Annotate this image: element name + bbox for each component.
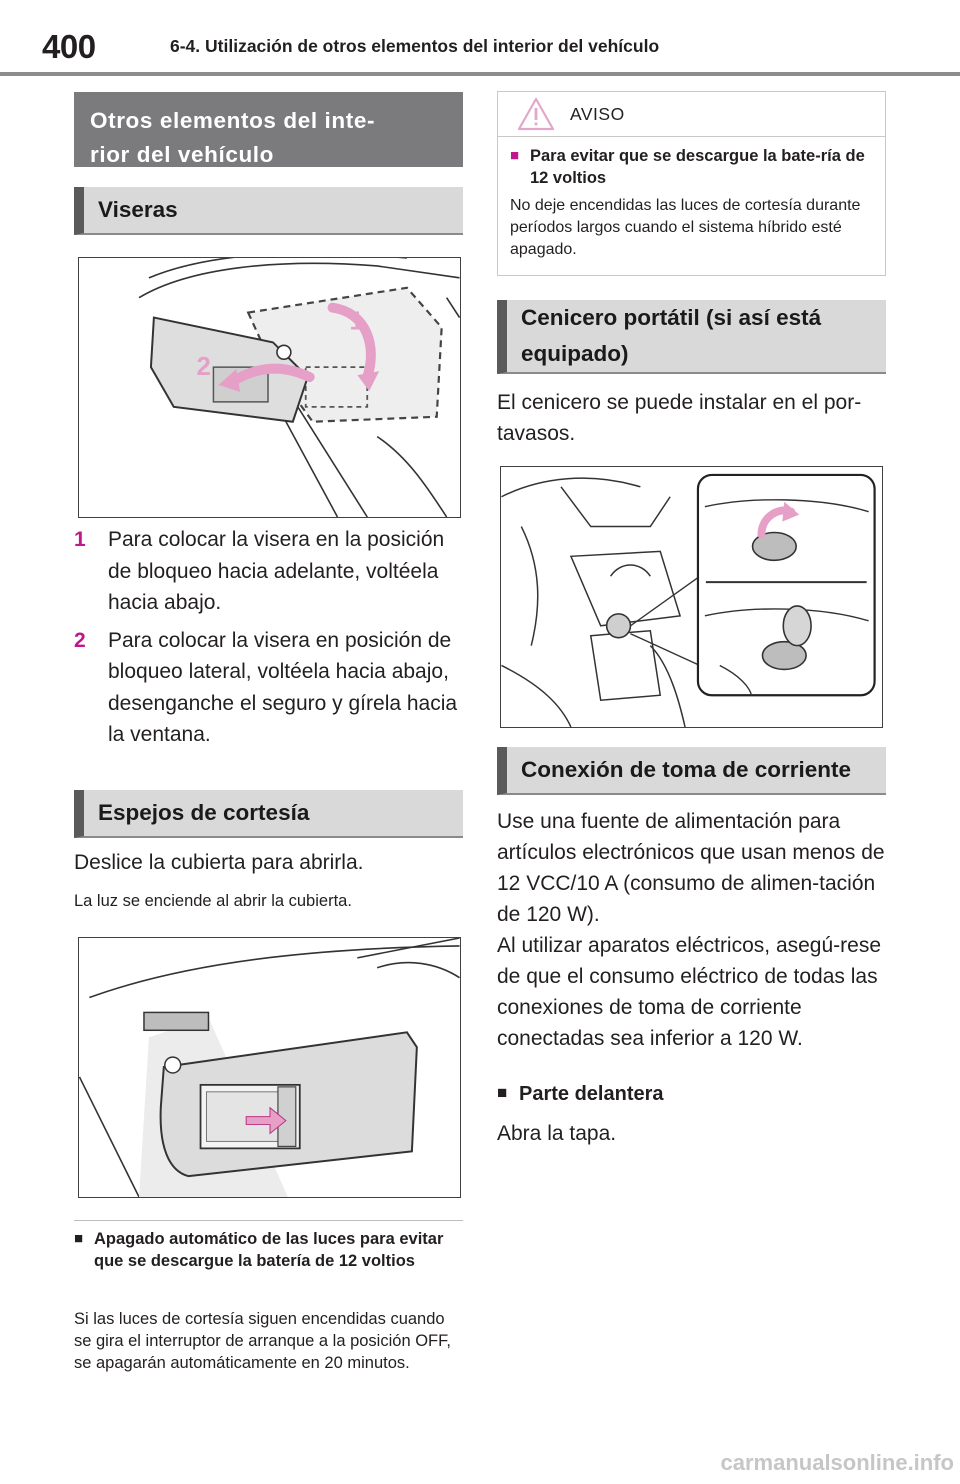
- notice-header: [498, 92, 885, 137]
- visors-heading-label: Viseras: [98, 197, 178, 222]
- ashtray-heading: [497, 300, 886, 374]
- step-number: 1: [74, 528, 86, 551]
- vanity-heading-label: Espejos de cortesía: [98, 800, 310, 825]
- ashtray-text: El cenicero se puede instalar en el por-tavasos.: [497, 391, 862, 445]
- square-bullet-icon: ■: [510, 147, 520, 164]
- ashtray-heading-label: Cenicero portátil (si así está equipado): [521, 305, 822, 366]
- step-text: Para colocar la visera en posición de bloqueo lateral, voltéela hacia abajo, desenganche el seguro y gírela hacia la ventana.: [108, 628, 458, 746]
- divider: [74, 1220, 463, 1221]
- visor-illustration: [79, 258, 460, 517]
- auto-off-text: Si las luces de cortesía siguen encendidas cuando se gira el interruptor de arranque a la posición OFF, se apagarán automáticamente en 20 minutos.: [74, 1310, 451, 1372]
- warning-triangle-icon: [516, 96, 556, 132]
- visor-step-2: [74, 625, 469, 751]
- ashtray-figure: [500, 466, 883, 728]
- front-text: Abra la tapa.: [497, 1122, 617, 1145]
- square-bullet-icon: ■: [497, 1083, 508, 1102]
- vanity-mirror-illustration: [79, 938, 460, 1197]
- step-number: 2: [74, 628, 86, 652]
- vanity-heading: [74, 790, 463, 838]
- power-text-1: Use una fuente de alimentación para artículos electrónicos que usan menos de 12 VCC/10 A (consumo de alimen-tación de 120 W).: [497, 810, 885, 926]
- notice-title: [510, 145, 873, 189]
- power-heading-label: Conexión de toma de corriente: [521, 757, 852, 782]
- front-subheading: [497, 1083, 886, 1106]
- front-subheading-label: Parte delantera: [519, 1083, 664, 1105]
- callout-1: 1: [349, 307, 364, 336]
- auto-off-title: Apagado automático de las luces para evitar que se descargue la batería de 12 voltios: [94, 1230, 444, 1270]
- visor-figure: [78, 257, 461, 518]
- vanity-text: Deslice la cubierta para abrirla.: [74, 851, 364, 874]
- square-bullet-icon: ■: [74, 1230, 84, 1247]
- callout-2: 2: [196, 353, 211, 382]
- notice-label: AVISO: [570, 103, 625, 124]
- vanity-figure: [78, 937, 461, 1198]
- chapter-title: 6-4. Utilización de otros elementos del interior del vehículo: [170, 36, 660, 56]
- section-title: Otros elementos del inte- rior del vehículo: [74, 92, 463, 167]
- notice-text: No deje encendidas las luces de cortesía durante períodos largos cuando el sistema híbrido esté apagado.: [510, 197, 861, 258]
- notice-title-text: Para evitar que se descargue la bate-ría de 12 voltios: [530, 147, 865, 187]
- visor-steps: [74, 524, 469, 751]
- visor-step-1: [74, 524, 469, 619]
- page-number: 400: [42, 28, 96, 65]
- power-text-2: Al utilizar aparatos eléctricos, asegú-rese de que el consumo eléctrico de todas las conexiones de toma de corriente conectadas sea inferior a 120 W.: [497, 934, 882, 1050]
- vanity-note: La luz se enciende al abrir la cubierta.: [74, 892, 352, 910]
- header-rule: [0, 72, 960, 76]
- watermark: carmanualsonline.info: [720, 1450, 954, 1475]
- ashtray-illustration: [501, 467, 882, 727]
- step-text: Para colocar la visera en la posición de bloqueo hacia adelante, voltéela hacia abajo.: [108, 528, 445, 614]
- power-heading: [497, 747, 886, 795]
- auto-off-heading: [74, 1228, 469, 1272]
- visors-heading: [74, 187, 463, 235]
- notice-box: [497, 91, 886, 276]
